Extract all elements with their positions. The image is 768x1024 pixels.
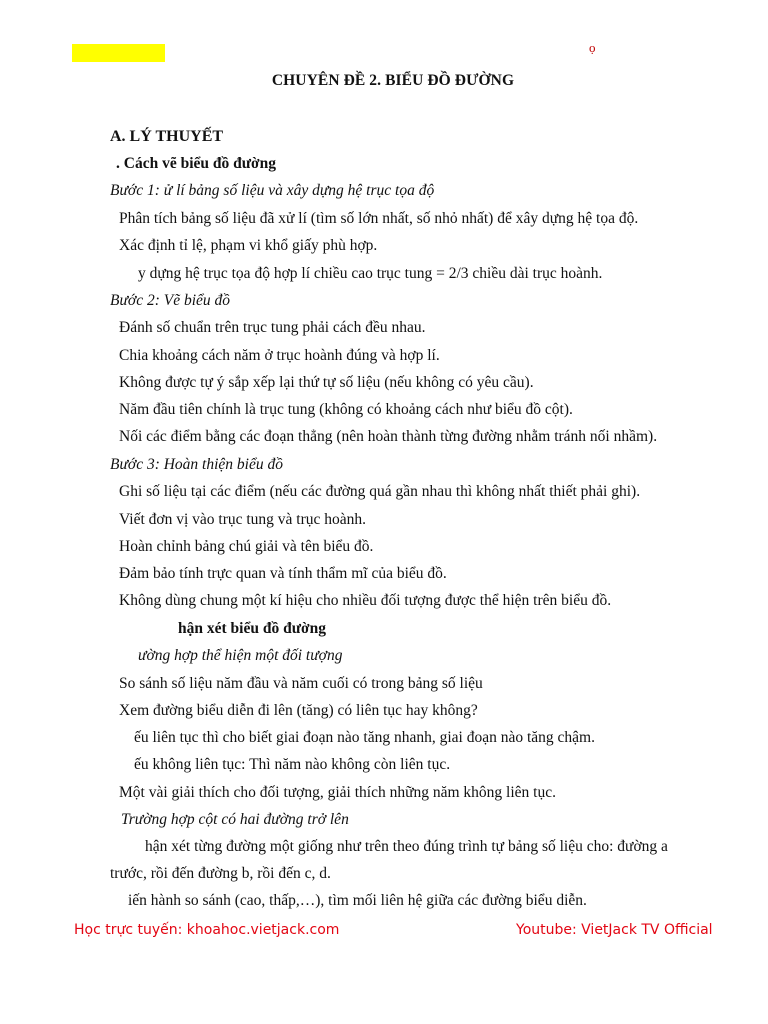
step2-item: Nối các điểm bằng các đoạn thẳng (nên hoàn thành từng đường nhằm tránh nối nhầm). [119,428,658,445]
case2-line: iến hành so sánh (cao, thấp,…), tìm mối liên hệ giữa các đường biểu diễn. [128,892,587,909]
step3-item: Đảm bảo tính trực quan và tính thẩm mĩ của biểu đồ. [119,565,447,582]
step1-label: Bước 1: ử lí bảng số liệu và xây dựng hệ trục tọa độ [110,182,435,199]
step3-item: Không dùng chung một kí hiệu cho nhiều đối tượng được thể hiện trên biểu đồ. [119,592,612,609]
step3-label: Bước 3: Hoàn thiện biểu đồ [110,456,283,473]
yellow-highlight-box [72,44,165,62]
case1-item: ếu liên tục thì cho biết giai đoạn nào tăng nhanh, giai đoạn nào tăng chậm. [134,729,595,746]
footer-youtube-link[interactable]: Youtube: VietJack TV Official [516,922,713,938]
case2-line: hận xét từng đường một giống như trên theo đúng trình tự bảng số liệu cho: đường a [145,838,668,855]
step3-item: Hoàn chỉnh bảng chú giải và tên biểu đồ. [119,538,374,555]
comment-heading: hận xét biểu đồ đường [178,620,326,637]
subheading-how-to-draw: . Cách vẽ biểu đồ đường [116,155,276,172]
case1-label: ường hợp thể hiện một đối tượng [138,647,343,664]
step2-item: Năm đầu tiên chính là trục tung (không có khoảng cách như biểu đồ cột). [119,401,573,418]
step2-label: Bước 2: Vẽ biểu đồ [110,292,231,309]
step2-item: Không được tự ý sắp xếp lại thứ tự số liệu (nếu không có yêu cầu). [119,374,534,391]
step1-item: Phân tích bảng số liệu đã xử lí (tìm số lớn nhất, số nhỏ nhất) để xây dựng hệ tọa độ. [119,210,639,227]
footer-website-link[interactable]: Học trực tuyến: khoahoc.vietjack.com [74,922,340,938]
case2-line: trước, rồi đến đường b, rồi đến c, d. [110,865,331,882]
corner-mark: ọ [589,40,596,55]
step2-item: Đánh số chuẩn trên trục tung phải cách đều nhau. [119,319,426,336]
step1-item: Xác định tỉ lệ, phạm vi khổ giấy phù hợp. [119,237,378,254]
step3-item: Viết đơn vị vào trục tung và trục hoành. [119,511,367,528]
case1-item: ếu không liên tục: Thì năm nào không còn liên tục. [134,756,451,773]
section-heading-theory: A. LÝ THUYẾT [110,128,224,145]
case1-item: So sánh số liệu năm đầu và năm cuối có trong bảng số liệu [119,675,483,692]
step3-item: Ghi số liệu tại các điểm (nếu các đường quá gần nhau thì không nhất thiết phải ghi). [119,483,641,500]
case2-label: Trường hợp cột có hai đường trở lên [121,811,349,828]
case1-item: Một vài giải thích cho đối tượng, giải thích những năm không liên tục. [119,784,556,801]
case1-item: Xem đường biểu diễn đi lên (tăng) có liên tục hay không? [119,702,478,719]
step2-item: Chia khoảng cách năm ở trục hoành đúng và hợp lí. [119,347,440,364]
page-title: CHUYÊN ĐỀ 2. BIỂU ĐỒ ĐƯỜNG [271,72,515,89]
step1-item: y dựng hệ trục tọa độ hợp lí chiều cao trục tung = 2/3 chiều dài trục hoành. [138,265,603,282]
